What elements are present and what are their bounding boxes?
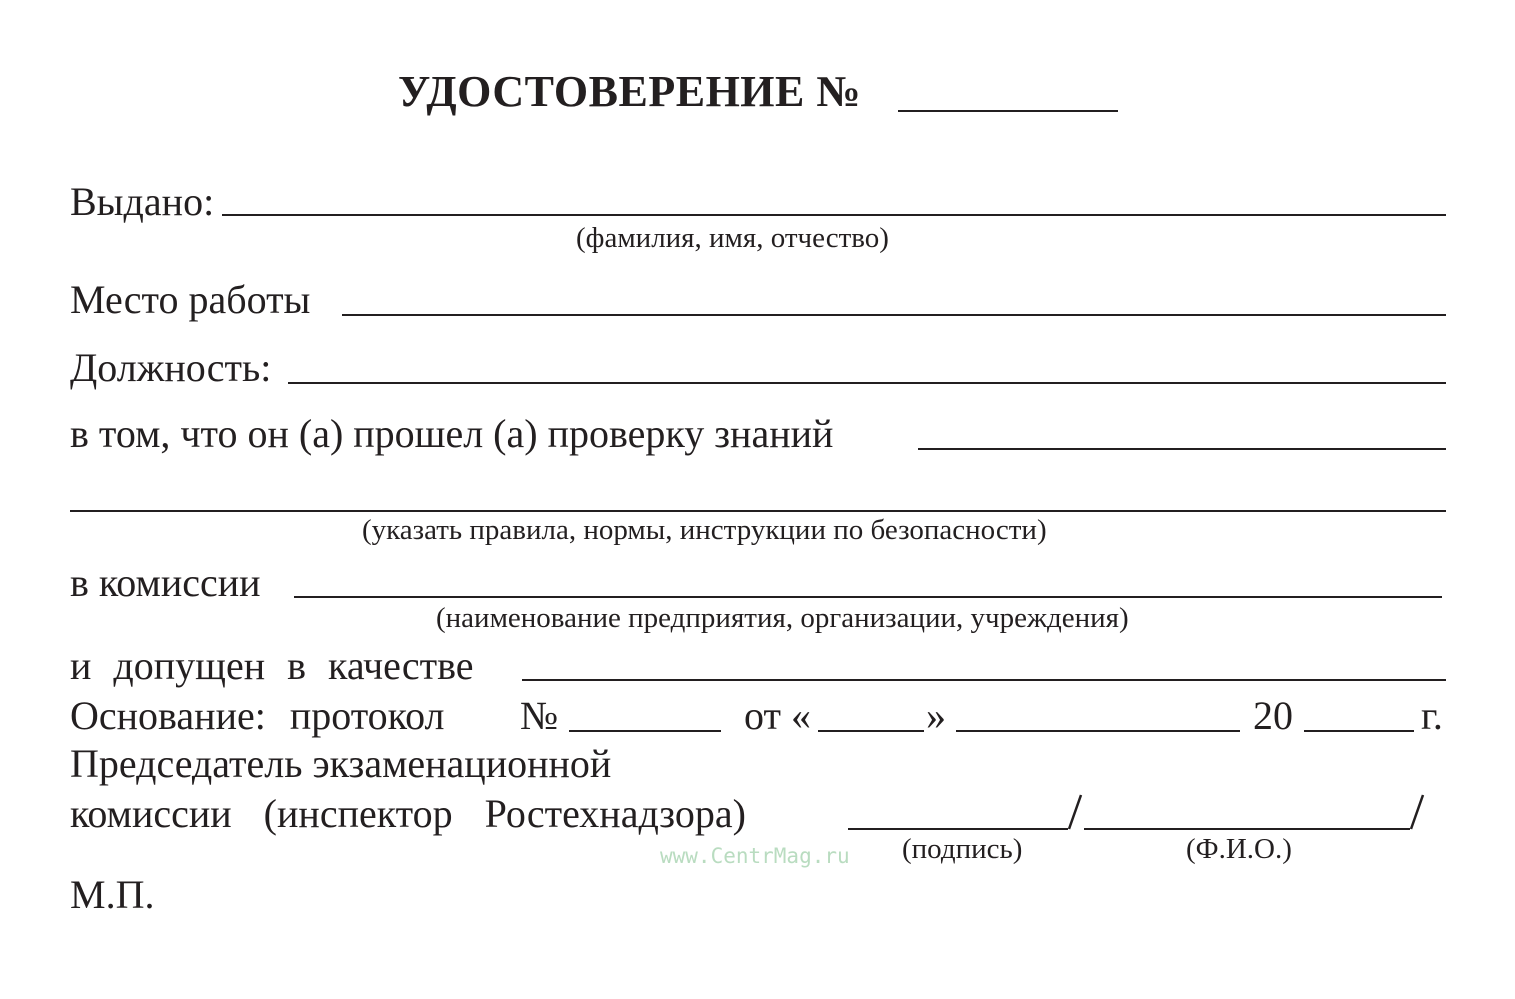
issued-caption: (фамилия, имя, отчество) [576,222,889,254]
slash-separator-2 [1406,792,1428,832]
issued-label: Выдано: [70,179,215,224]
protocol-day-line[interactable] [818,730,924,732]
fio-caption: (Ф.И.О.) [1186,833,1292,865]
fio-line[interactable] [1084,828,1410,830]
commission-line[interactable] [294,596,1442,598]
position-label: Должность: [70,345,272,390]
admitted-label: и допущен в качестве [70,643,474,688]
chairman-label-line2: комиссии (инспектор Ростехнадзора) [70,791,746,836]
rules-caption: (указать правила, нормы, инструкции по безопасности) [362,514,1047,546]
watermark-text: www.CentrMag.ru [660,844,850,868]
protocol-number-line[interactable] [569,730,721,732]
signature-caption: (подпись) [902,833,1023,865]
workplace-line[interactable] [342,314,1446,316]
admitted-line[interactable] [522,679,1446,681]
slash-separator-1 [1064,792,1086,832]
basis-year-prefix: 20 [1253,693,1293,738]
protocol-year-line[interactable] [1304,730,1414,732]
basis-label: Основание: протокол [70,693,445,738]
knowledge-line[interactable] [918,448,1446,450]
certificate-number-line [898,110,1118,112]
basis-quote-close: » [926,693,946,738]
basis-number-sign: № [520,693,559,738]
stamp-label: М.П. [70,872,155,917]
knowledge-label: в том, что он (а) прошел (а) проверку знаний [70,411,834,456]
workplace-label: Место работы [70,277,311,322]
rules-line[interactable] [70,510,1446,512]
protocol-month-line[interactable] [956,730,1240,732]
commission-caption: (наименование предприятия, организации, учреждения) [436,602,1129,634]
document-title: УДОСТОВЕРЕНИЕ № [398,67,862,116]
chairman-label-line1: Председатель экзаменационной [70,741,612,786]
basis-from: от « [744,693,811,738]
position-line[interactable] [288,382,1446,384]
basis-year-suffix: г. [1421,693,1443,738]
issued-line[interactable] [222,214,1446,216]
commission-label: в комиссии [70,560,261,605]
signature-line[interactable] [848,828,1068,830]
